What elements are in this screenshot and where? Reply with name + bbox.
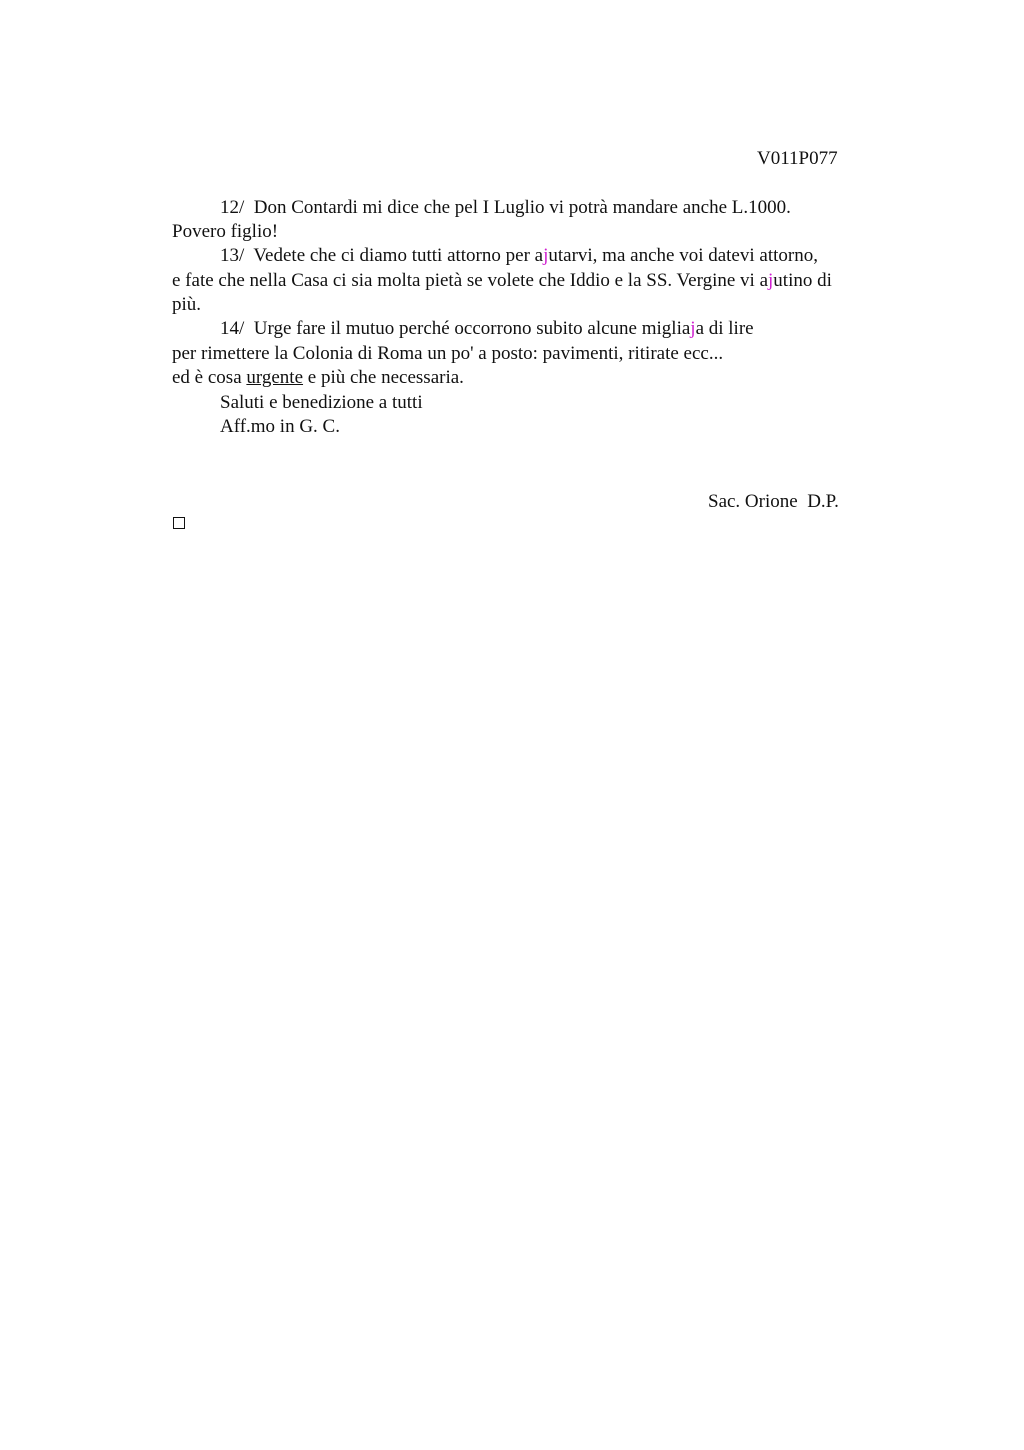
highlighted-letter: j xyxy=(690,318,696,339)
text-segment: 14/ Urge fare il mutuo perché occorrono subito alcune miglia xyxy=(220,318,691,339)
paragraph-12-line-2: Povero figlio! xyxy=(172,221,279,242)
paragraph-12-line-1: 12/ Don Contardi mi dice che pel I Luglio vi potrà mandare anche L.1000. xyxy=(220,197,791,218)
signature: Sac. Orione D.P. xyxy=(708,491,839,512)
closing-greeting: Saluti e benedizione a tutti xyxy=(220,392,423,413)
checkbox-square-icon xyxy=(173,517,185,529)
paragraph-13-line-2 xyxy=(172,269,832,293)
paragraph-13-line-1 xyxy=(220,244,818,268)
highlighted-letter: j xyxy=(543,245,549,266)
underlined-word: urgente xyxy=(246,367,304,388)
paragraph-13-line-3: più. xyxy=(172,294,202,315)
paragraph-14-line-1 xyxy=(220,317,754,341)
highlighted-letter: j xyxy=(768,270,774,291)
text-segment: e fate che nella Casa ci sia molta pietà se volete che Iddio e la SS. Vergine vi a xyxy=(172,270,769,291)
paragraph-14-line-3 xyxy=(172,366,464,390)
text-segment: ed è cosa xyxy=(172,367,247,388)
valediction: Aff.mo in G. C. xyxy=(220,416,340,437)
text-segment: e più che necessaria. xyxy=(303,367,464,388)
text-segment: utarvi, ma anche voi datevi attorno, xyxy=(548,245,818,266)
document-reference: V011P077 xyxy=(757,148,838,169)
text-segment: a di lire xyxy=(695,318,754,339)
text-segment: utino di xyxy=(773,270,832,291)
paragraph-14-line-2: per rimettere la Colonia di Roma un po' a posto: pavimenti, ritirate ecc... xyxy=(172,343,724,364)
text-segment: 13/ Vedete che ci diamo tutti attorno per a xyxy=(220,245,544,266)
